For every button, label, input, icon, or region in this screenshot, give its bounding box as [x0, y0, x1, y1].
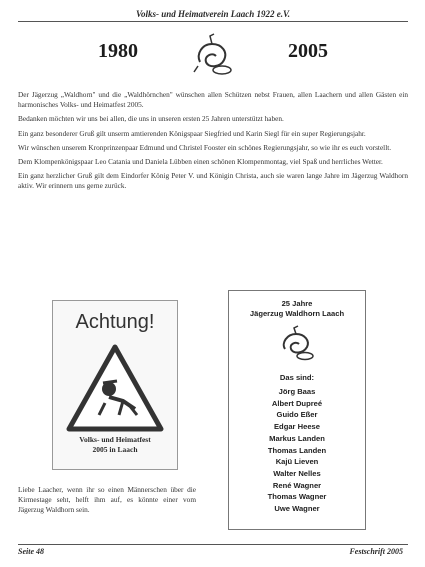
greeting-text: [18, 90, 408, 196]
list-item: Uwe Wagner: [274, 504, 320, 514]
list-item: Jörg Baas: [278, 387, 316, 396]
list-item: Kajü Lieven: [275, 457, 319, 467]
members-heading: [229, 299, 365, 319]
list-item: René Wagner: [272, 480, 322, 490]
sign-title: Achtung!: [75, 311, 155, 333]
warning-triangle-icon: [65, 343, 165, 433]
hunting-horn-icon: [277, 325, 317, 361]
hunting-horn-logo: [192, 32, 234, 78]
heading-line: Jägerzug Waldhorn Laach: [249, 309, 345, 318]
sign-caption-line: 2005 in Laach: [92, 445, 138, 454]
list-item: Thomas Landen: [267, 445, 327, 455]
list-item: Thomas Wagner: [267, 492, 327, 502]
list-item: Markus Landen: [269, 433, 325, 443]
paragraph: Ein ganz besonderer Gruß gilt unserm amtierenden Königspaar Siegfried und Karin Siegl für ein super Regierungsjahr.: [18, 128, 366, 138]
warning-sign-image: [52, 300, 178, 470]
sign-caption-line: Volks- und Heimatfest: [79, 435, 151, 444]
page-number: Seite 48: [18, 547, 44, 556]
paragraph: Bedanken möchten wir uns bei allen, die uns in unseren ersten 25 Jahren unterstützt haben.: [18, 114, 284, 124]
members-list: [229, 386, 365, 515]
paragraph: Wir wünschen unserem Kronprinzenpaar Edmund und Christel Fooster ein schönes Regierungsjahr, so wie ihr es euch vorstellt.: [18, 142, 392, 152]
members-subheading: Das sind:: [279, 373, 315, 382]
members-box: [228, 290, 366, 530]
year-start: 1980: [98, 40, 138, 62]
paragraph: Der Jägerzug „Waldhorn" und die „Waldhörnchen" wünschen allen Schützen nebst Frauen, allen Laachern und allen Gästen ein harmonisches Volks- und Heimatfest 2005.: [18, 90, 408, 110]
year-end: 2005: [288, 40, 328, 62]
note-text: Liebe Laacher, wenn ihr so einen Männerschen über die Kirmestage seht, helft ihm auf, es könnte einer vom Jägerzug Waldhorn sein.: [18, 485, 196, 514]
list-item: Walter Nelles: [273, 468, 321, 478]
list-item: Edgar Heese: [273, 422, 320, 432]
heading-line: 25 Jahre: [281, 299, 313, 308]
list-item: Albert Dupreé: [271, 398, 323, 408]
sign-caption: [53, 435, 177, 455]
paragraph: Ein ganz herzlicher Gruß gilt dem Eindorfer König Peter V. und Königin Christa, auch sie waren lange Jahre im Jägerzug Waldhorn aktiv. Wir erinnern uns gerne zurück.: [18, 171, 408, 191]
paragraph: Dem Klompenkönigspaar Leo Catania und Daniela Lübben einen schönen Klompenmontag, viel Spaß und herrliches Wetter.: [18, 157, 383, 167]
page-header: Volks- und Heimatverein Laach 1922 e.V.: [18, 9, 408, 22]
list-item: Guido Eßer: [276, 410, 318, 420]
footer-divider: [18, 544, 408, 545]
publication-name: Festschrift 2005: [349, 547, 403, 556]
